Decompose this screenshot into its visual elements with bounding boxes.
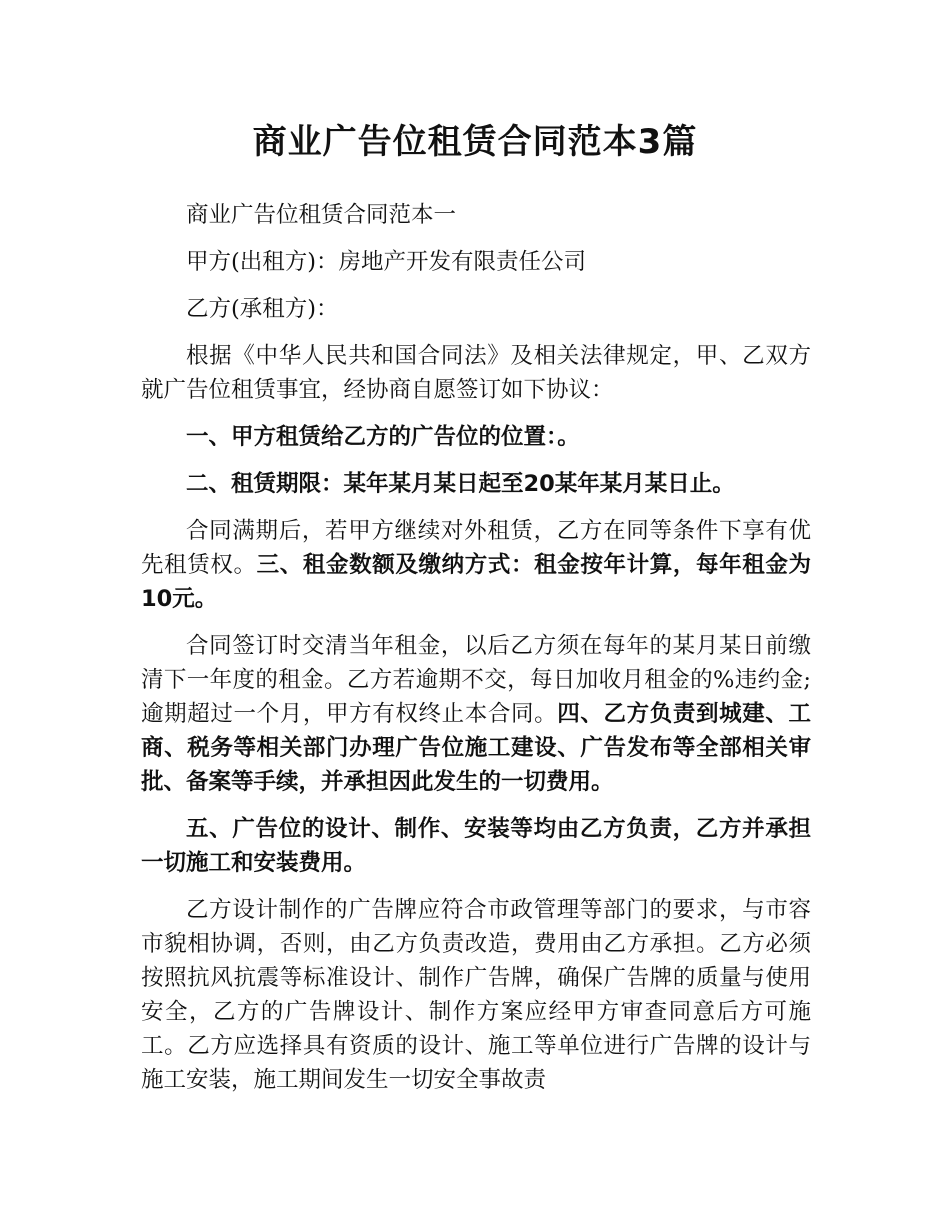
paragraph-text: 甲方(出租方)：房地产开发有限责任公司: [186, 249, 587, 275]
paragraph: [141, 292, 811, 326]
paragraph: [141, 629, 811, 799]
clause-heading: 四、乙方负责到城建、工商、税务等相关部门办理广告位施工建设、广告发布等全部相关审批、备案等手续，并承担因此发生的一切费用。: [141, 701, 811, 795]
document-title: 商业广告位租赁合同范本3篇: [252, 122, 698, 162]
paragraph: [141, 245, 811, 279]
paragraph: [141, 812, 811, 880]
paragraph: [141, 514, 811, 616]
paragraph: [141, 420, 811, 454]
clause-heading: 二、租赁期限：某年某月某日起至20某年某月某日止。: [186, 471, 735, 497]
paragraph-text: 合同满期后，若甲方继续对外租赁，乙方在同等条件下享有优先租赁权。: [141, 518, 811, 578]
paragraph-text: 商业广告位租赁合同范本一: [186, 202, 457, 228]
paragraph: [141, 198, 811, 232]
paragraph-text: 乙方(承租方)：: [186, 296, 339, 322]
clause-heading: 一、甲方租赁给乙方的广告位的位置：。: [186, 424, 580, 450]
paragraph: [141, 339, 811, 407]
paragraph: [141, 467, 811, 501]
paragraph: [141, 893, 811, 1097]
paragraph-text: 乙方设计制作的广告牌应符合市政管理等部门的要求，与市容市貌相协调，否则，由乙方负责改造，费用由乙方承担。乙方必须按照抗风抗震等标准设计、制作广告牌，确保广告牌的质量与使用安全，乙方的广告牌设计、制作方案应经甲方审查同意后方可施工。乙方应选择具有资质的设计、施工等单位进行广告牌的设计与施工安装，施工期间发生一切安全事故责: [141, 897, 811, 1093]
clause-heading: 五、广告位的设计、制作、安装等均由乙方负责，乙方并承担一切施工和安装费用。: [141, 816, 811, 876]
paragraph-text: 根据《中华人民共和国合同法》及相关法律规定，甲、乙双方就广告位租赁事宜，经协商自愿签订如下协议：: [141, 343, 811, 403]
document-body: [141, 198, 811, 1110]
paragraph-text: 合同签订时交清当年租金，以后乙方须在每年的某月某日前缴清下一年度的租金。乙方若逾期不交，每日加收月租金的%违约金;逾期超过一个月，甲方有权终止本合同。: [141, 633, 811, 727]
clause-heading: 三、租金数额及缴纳方式：租金按年计算，每年租金为10元。: [141, 552, 811, 612]
